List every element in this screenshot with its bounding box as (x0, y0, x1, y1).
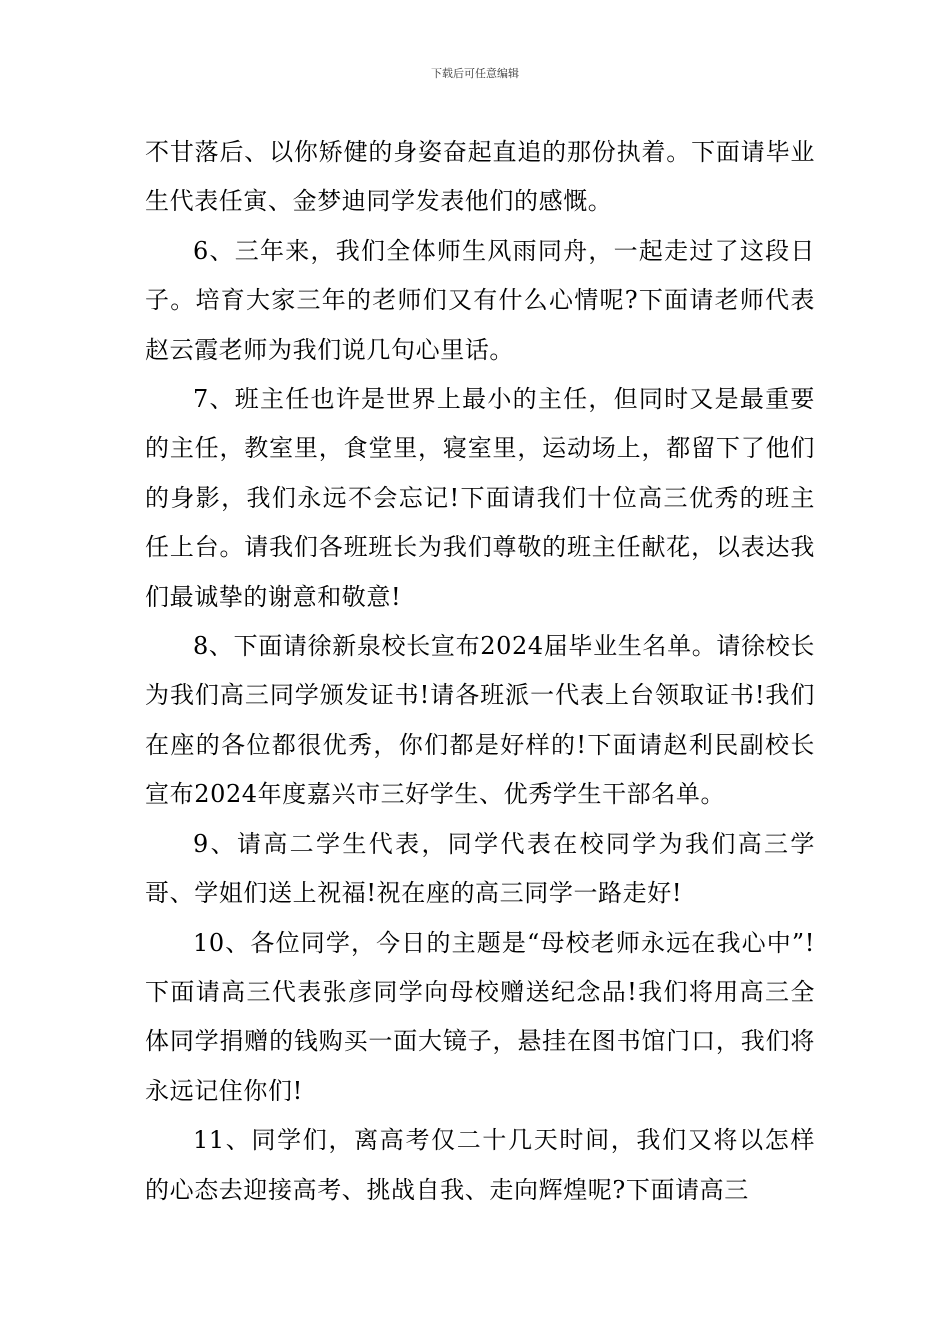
paragraph-item-8: 8、下面请徐新泉校长宣布2024届毕业生名单。请徐校长为我们高三同学颁发证书!请各班派一代表上台领取证书!我们在座的各位都很优秀，你们都是好样的!下面请赵利民副校长宣布2024年度嘉兴市三好学生、优秀学生干部名单。 (145, 632, 815, 809)
paragraph-item-11: 11、同学们，离高考仅二十几天时间，我们又将以怎样的心态去迎接高考、挑战自我、走向辉煌呢?下面请高三 (145, 1126, 815, 1204)
paragraph-item-10: 10、各位同学，今日的主题是“母校老师永远在我心中”!下面请高三代表张彦同学向母校赠送纪念品!我们将用高三全体同学捐赠的钱购买一面大镜子，悬挂在图书馆门口，我们将永远记住你们! (145, 928, 815, 1105)
paragraph-item-7: 7、班主任也许是世界上最小的主任，但同时又是最重要的主任，教室里，食堂里，寝室里，运动场上，都留下了他们的身影，我们永远不会忘记!下面请我们十位高三优秀的班主任上台。请我们各班班长为我们尊敬的班主任献花，以表达我们最诚挚的谢意和敬意! (145, 385, 815, 611)
paragraph-item-9: 9、请高二学生代表，同学代表在校同学为我们高三学哥、学姐们送上祝福!祝在座的高三同学一路走好! (145, 829, 815, 908)
paragraph-item-6: 6、三年来，我们全体师生风雨同舟，一起走过了这段日子。培育大家三年的老师们又有什么心情呢?下面请老师代表赵云霞老师为我们说几句心里话。 (145, 236, 815, 364)
paragraph-continuation: 不甘落后、以你矫健的身姿奋起直追的那份执着。下面请毕业生代表任寅、金梦迪同学发表他们的感慨。 (145, 138, 815, 216)
document-body (145, 128, 815, 1215)
page-header: 下载后可任意编辑 (431, 67, 519, 80)
